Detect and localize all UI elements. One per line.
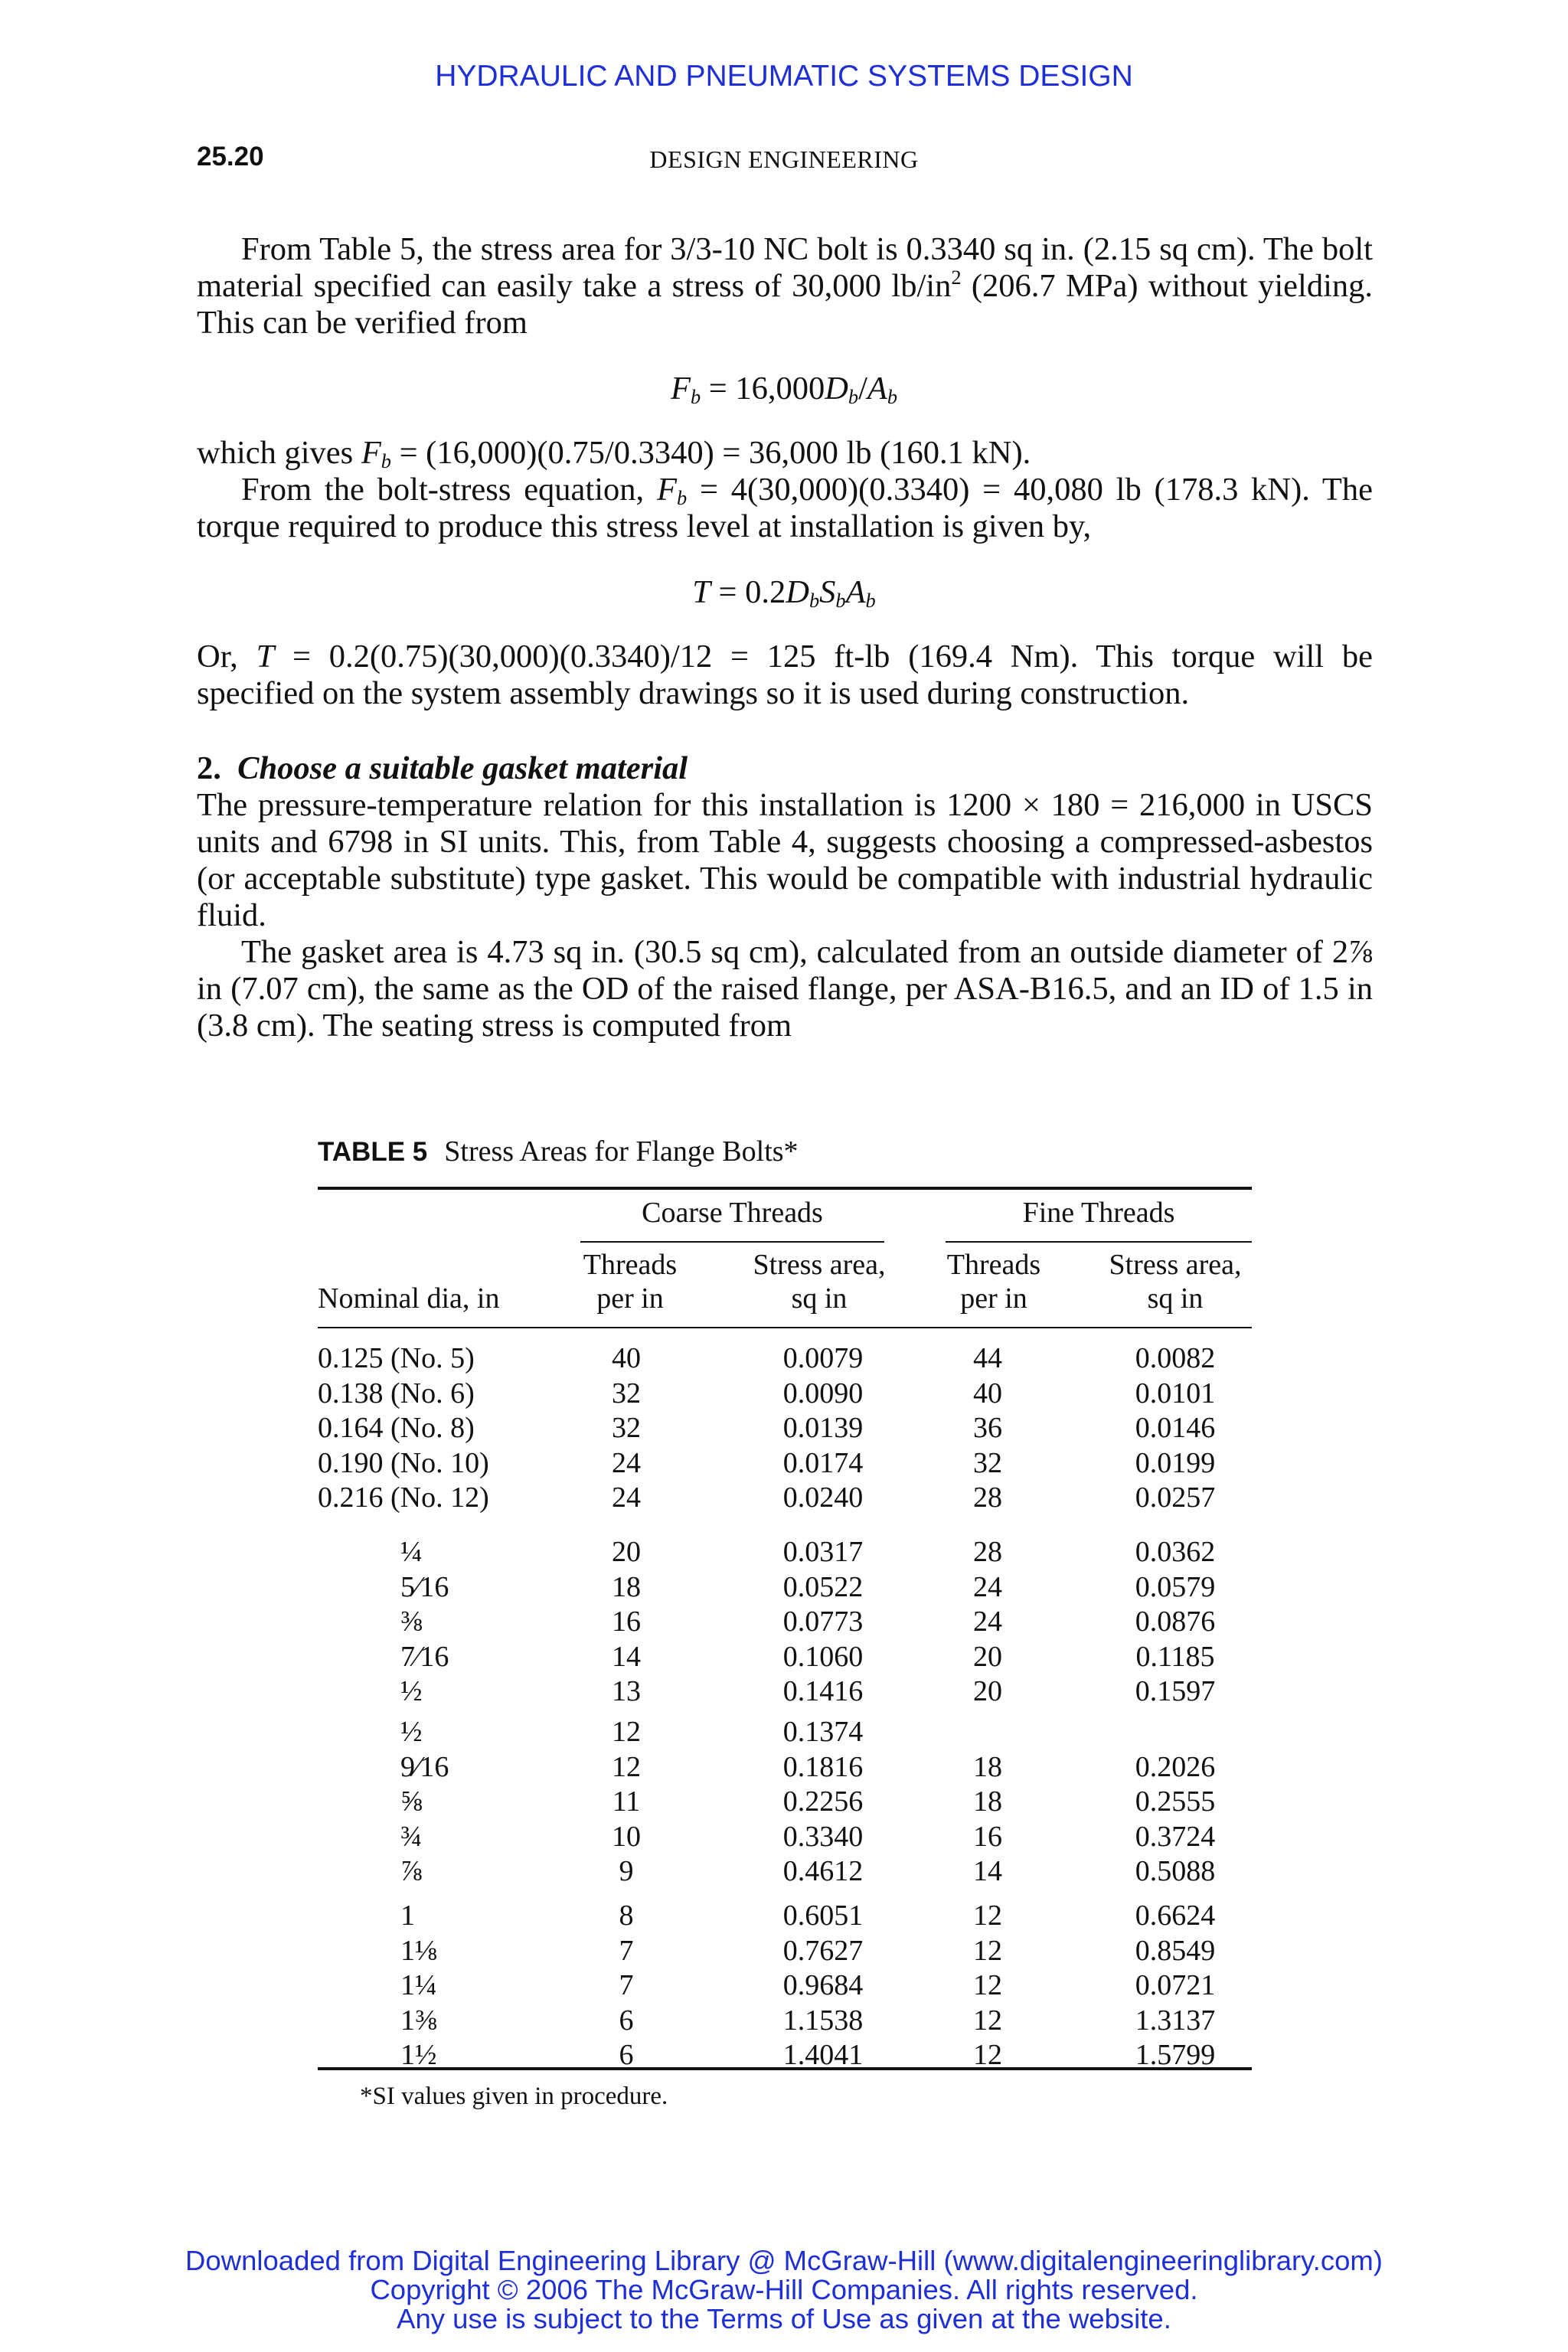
equation-bolt-force: $F_b = 16,000D_b/A_b$ bbox=[670, 371, 898, 408]
cell-fine-area: 0.1597 bbox=[1135, 1675, 1216, 1707]
header-coarse-stress-area: Stress area, sq in bbox=[753, 1249, 886, 1315]
cell-fine-threads: 12 bbox=[973, 2039, 1002, 2071]
cell-coarse-area: 0.0522 bbox=[782, 1570, 864, 1603]
paragraph-bolt-force-result: which gives $F_b = (16,000)(0.75/0.3340) = 36,000$ lb (160.1 kN). From the bolt-stress equation, $F_b = 4(30,000)(0.3340) = 40,080$ lb (178.3 kN). The torque required to produce this stress level at installation is given by, bbox=[197, 435, 1373, 544]
cell-fine-threads: 32 bbox=[973, 1446, 1002, 1479]
cell-coarse-threads: 32 bbox=[612, 1377, 641, 1410]
table-row bbox=[318, 1341, 1252, 1376]
cell-fine-threads: 20 bbox=[973, 1640, 1002, 1673]
table-row: ½ 12 0.1374 bbox=[318, 1715, 1252, 1749]
table-row: 9⁄16 12 0.1816 18 0.2026 bbox=[318, 1750, 1252, 1785]
cell-coarse-area: 0.4612 bbox=[782, 1855, 864, 1887]
cell-coarse-threads: 40 bbox=[612, 1342, 641, 1374]
cell-fine-threads: 16 bbox=[973, 1820, 1002, 1853]
cell-fine-area: 0.0721 bbox=[1135, 1969, 1216, 2001]
cell-coarse-area: 1.1538 bbox=[782, 2004, 864, 2037]
cell-fine-threads: 18 bbox=[973, 1750, 1002, 1783]
cell-coarse-area: 0.0174 bbox=[782, 1446, 864, 1479]
table-header-rule bbox=[318, 1327, 1252, 1328]
table-row: 1⅛ 7 0.7627 12 0.8549 bbox=[318, 1934, 1252, 1968]
header-coarse-threads-per-in: Threads per in bbox=[583, 1249, 678, 1315]
cell-coarse-area: 0.0773 bbox=[782, 1606, 864, 1638]
table-row: ⅞ 9 0.4612 14 0.5088 bbox=[318, 1854, 1252, 1889]
step-gasket-section bbox=[197, 750, 1373, 1044]
cell-coarse-area: 0.9684 bbox=[782, 1969, 864, 2001]
table-row: 1½ 6 1.4041 12 1.5799 bbox=[318, 2038, 1252, 2073]
cell-fine-threads: 28 bbox=[973, 1536, 1002, 1568]
cell-coarse-area: 0.0079 bbox=[782, 1342, 864, 1374]
cell-fine-area: 0.0146 bbox=[1135, 1412, 1216, 1444]
cell-fine-threads: 36 bbox=[973, 1412, 1002, 1444]
header-fine-stress-area: Stress area, sq in bbox=[1109, 1249, 1242, 1315]
cell-coarse-area: 0.2256 bbox=[782, 1785, 864, 1818]
cell-nominal-dia: 0.190 (No. 10) bbox=[318, 1446, 489, 1479]
cell-coarse-threads: 6 bbox=[619, 2039, 634, 2071]
header-coarse-threads: Coarse Threads bbox=[642, 1197, 823, 1229]
cell-coarse-area: 0.0240 bbox=[782, 1481, 864, 1514]
footer-download-line: Downloaded from Digital Engineering Library @ McGraw-Hill (www.digitalengineeringlibrary.com) bbox=[185, 2245, 1383, 2276]
cell-nominal-dia: 0.138 (No. 6) bbox=[318, 1377, 475, 1410]
paragraph-torque-result: Or, T = 0.2(0.75)(30,000)(0.3340)/12 = 125 ft-lb (169.4 Nm). This torque will be specified on the system assembly drawings so it is used during construction. bbox=[197, 639, 1374, 711]
table-row: 1 8 0.6051 12 0.6624 bbox=[318, 1899, 1252, 1933]
table-row bbox=[318, 1377, 1252, 1411]
running-head: DESIGN ENGINEERING bbox=[649, 145, 919, 173]
cell-coarse-threads: 20 bbox=[612, 1536, 641, 1568]
cell-coarse-area: 0.1374 bbox=[782, 1716, 864, 1748]
header-nominal-dia: Nominal dia, in bbox=[318, 1282, 500, 1315]
cell-fine-area: 0.5088 bbox=[1135, 1855, 1216, 1887]
paragraph-gasket-area: The gasket area is 4.73 sq in. (30.5 sq cm), calculated from an outside diameter of 2⅞ in (7.07 cm), the same as the OD of the raised flange, per ASA-B16.5, and an ID of 1.5 in (3.8 cm). The seating stress is computed from bbox=[197, 934, 1373, 1044]
footer-copyright-line: Copyright © 2006 The McGraw-Hill Companies. All rights reserved. bbox=[370, 2274, 1198, 2305]
cell-fine-area: 0.0199 bbox=[1135, 1446, 1216, 1479]
cell-coarse-area: 0.1060 bbox=[782, 1640, 864, 1673]
footer-terms-line: Any use is subject to the Terms of Use as given at the website. bbox=[397, 2303, 1171, 2334]
cell-coarse-threads: 9 bbox=[619, 1855, 634, 1887]
cell-fine-threads: 18 bbox=[973, 1785, 1002, 1818]
page-footer bbox=[0, 2246, 1568, 2334]
cell-fine-area: 0.8549 bbox=[1135, 1934, 1216, 1967]
table-caption bbox=[318, 1135, 799, 1168]
cell-coarse-area: 0.3340 bbox=[782, 1820, 864, 1853]
cell-coarse-threads: 7 bbox=[619, 1969, 634, 2001]
cell-fine-area: 0.0579 bbox=[1135, 1570, 1216, 1603]
table-title: Stress Areas for Flange Bolts* bbox=[444, 1135, 799, 1168]
cell-coarse-area: 0.0090 bbox=[782, 1377, 864, 1410]
cell-fine-threads: 28 bbox=[973, 1481, 1002, 1514]
table-row: ¾ 10 0.3340 16 0.3724 bbox=[318, 1820, 1252, 1854]
fine-group-rule bbox=[946, 1241, 1252, 1243]
cell-fine-threads: 12 bbox=[973, 1969, 1002, 2001]
table-row: 7⁄16 14 0.1060 20 0.1185 bbox=[318, 1640, 1252, 1674]
table-row: ¼ 20 0.0317 28 0.0362 bbox=[318, 1535, 1252, 1570]
cell-coarse-area: 0.1816 bbox=[782, 1750, 864, 1783]
cell-fine-threads: 12 bbox=[973, 1934, 1002, 1967]
cell-fine-threads: 12 bbox=[973, 2004, 1002, 2037]
table-row bbox=[318, 1446, 1252, 1481]
table-row: ⅝ 11 0.2256 18 0.2555 bbox=[318, 1785, 1252, 1819]
cell-coarse-threads: 11 bbox=[612, 1785, 641, 1818]
page-number: 25.20 bbox=[197, 142, 264, 172]
cell-fine-area: 0.1185 bbox=[1135, 1640, 1215, 1673]
cell-nominal-dia: 0.164 (No. 8) bbox=[318, 1412, 475, 1444]
cell-fine-threads: 14 bbox=[973, 1855, 1002, 1887]
cell-coarse-threads: 13 bbox=[612, 1675, 641, 1707]
table-footnote: *SI values given in procedure. bbox=[360, 2082, 668, 2110]
table-row: ½ 13 0.1416 20 0.1597 bbox=[318, 1674, 1252, 1709]
cell-fine-threads: 12 bbox=[973, 1900, 1002, 1932]
page-banner: HYDRAULIC AND PNEUMATIC SYSTEMS DESIGN bbox=[435, 60, 1133, 93]
cell-fine-threads: 24 bbox=[973, 1606, 1002, 1638]
cell-coarse-threads: 12 bbox=[612, 1750, 641, 1783]
cell-fine-area: 0.0362 bbox=[1135, 1536, 1216, 1568]
cell-fine-area: 0.2555 bbox=[1135, 1785, 1216, 1818]
cell-coarse-area: 0.0317 bbox=[782, 1536, 864, 1568]
cell-coarse-threads: 7 bbox=[619, 1934, 634, 1967]
cell-coarse-threads: 16 bbox=[612, 1606, 641, 1638]
table-row bbox=[318, 1481, 1252, 1515]
paragraph-pressure-temperature: The pressure-temperature relation for this installation is 1200 × 180 = 216,000 in USCS units and 6798 in SI units. This, from Table 4, suggests choosing a compressed-asbestos (or acceptable substitute) type gasket. This would be compatible with industrial hydraulic fluid. bbox=[197, 787, 1373, 933]
cell-coarse-area: 0.0139 bbox=[782, 1412, 864, 1444]
cell-coarse-threads: 12 bbox=[612, 1716, 641, 1748]
cell-fine-area: 0.2026 bbox=[1135, 1750, 1216, 1783]
step-heading: 2. Choose a suitable gasket material bbox=[197, 750, 688, 786]
equation-torque: $T = 0.2D_bS_bA_b$ bbox=[692, 574, 876, 612]
cell-fine-area: 0.0082 bbox=[1135, 1342, 1216, 1374]
cell-fine-area: 1.3137 bbox=[1135, 2004, 1216, 2037]
table-row: 1¼ 7 0.9684 12 0.0721 bbox=[318, 1968, 1252, 2003]
table-row: 1⅜ 6 1.1538 12 1.3137 bbox=[318, 2004, 1252, 2038]
paragraph-bolt-stress: From Table 5, the stress area for 3/3-10 NC bolt is 0.3340 sq in. (2.15 sq cm). The bolt material specified can easily take a stress of 30,000 $lb/in^2$ (206.7 MPa) without yielding. This can be verified from bbox=[197, 231, 1374, 341]
header-fine-threads: Fine Threads bbox=[1022, 1197, 1175, 1229]
cell-coarse-threads: 24 bbox=[612, 1446, 641, 1479]
cell-fine-area: 0.0257 bbox=[1135, 1481, 1216, 1514]
cell-nominal-dia: 0.125 (No. 5) bbox=[318, 1342, 475, 1374]
cell-fine-area: 0.0101 bbox=[1135, 1377, 1216, 1410]
cell-fine-area: 0.0876 bbox=[1135, 1606, 1216, 1638]
table-row: 5⁄16 18 0.0522 24 0.0579 bbox=[318, 1570, 1252, 1605]
cell-coarse-threads: 14 bbox=[612, 1640, 641, 1673]
cell-fine-threads: 24 bbox=[973, 1570, 1002, 1603]
cell-coarse-area: 0.7627 bbox=[782, 1934, 864, 1967]
table-row bbox=[318, 1411, 1252, 1446]
cell-fine-threads: 44 bbox=[973, 1342, 1002, 1374]
cell-coarse-threads: 10 bbox=[612, 1820, 641, 1853]
cell-coarse-threads: 18 bbox=[612, 1570, 641, 1603]
table-label: TABLE 5 bbox=[318, 1137, 428, 1167]
cell-coarse-threads: 8 bbox=[619, 1900, 634, 1932]
cell-fine-area: 1.5799 bbox=[1135, 2039, 1216, 2071]
cell-fine-area: 0.3724 bbox=[1135, 1820, 1216, 1853]
cell-fine-threads: 40 bbox=[973, 1377, 1002, 1410]
header-fine-threads-per-in: Threads per in bbox=[946, 1249, 1041, 1315]
table-top-rule bbox=[318, 1187, 1252, 1190]
cell-fine-threads: 20 bbox=[973, 1675, 1002, 1707]
cell-nominal-dia: 0.216 (No. 12) bbox=[318, 1481, 489, 1514]
cell-coarse-area: 1.4041 bbox=[782, 2039, 864, 2071]
cell-coarse-threads: 32 bbox=[612, 1412, 641, 1444]
cell-coarse-threads: 24 bbox=[612, 1481, 641, 1514]
cell-fine-area: 0.6624 bbox=[1135, 1900, 1216, 1932]
cell-coarse-area: 0.1416 bbox=[782, 1675, 864, 1707]
table-row: ⅜ 16 0.0773 24 0.0876 bbox=[318, 1605, 1252, 1639]
cell-coarse-area: 0.6051 bbox=[782, 1900, 864, 1932]
coarse-group-rule bbox=[580, 1241, 884, 1243]
cell-coarse-threads: 6 bbox=[619, 2004, 634, 2037]
